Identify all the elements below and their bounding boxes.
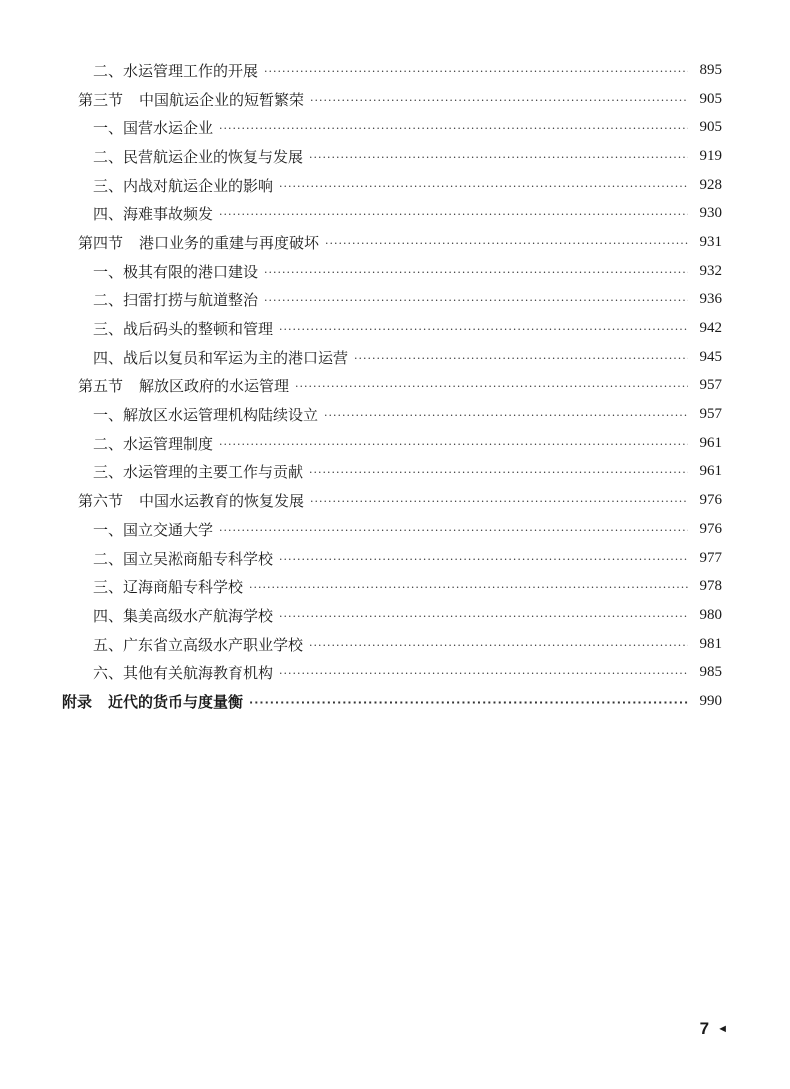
- toc-entry-subsection: [0, 630, 790, 659]
- toc-entry-title: [93, 203, 213, 224]
- toc-entry-page: 957: [699, 406, 722, 423]
- toc-entry-section: [0, 228, 790, 257]
- toc-entry-label: 三、辽海商船专科学校: [93, 578, 244, 597]
- dot-leader: [264, 66, 688, 77]
- toc-entry-title: [78, 490, 304, 511]
- toc-entry-page: 961: [699, 434, 722, 451]
- toc-entry-title: [93, 548, 273, 569]
- toc-entry-label: 二、水运管理制度: [93, 434, 214, 453]
- toc-entry-page: 936: [699, 291, 722, 308]
- toc-entry-label: 三、内战对航运企业的影响: [93, 176, 274, 195]
- toc-entry-page: 976: [699, 520, 722, 537]
- toc-entry-title: [93, 117, 213, 138]
- toc-entry-subsection: [0, 343, 790, 372]
- toc-entry-subsection: [0, 113, 790, 142]
- toc-entry-title: [93, 605, 273, 626]
- dot-leader: [354, 353, 688, 364]
- toc-entry-subsection: [0, 199, 790, 228]
- toc-entry-label: 四、战后以复员和军运为主的港口运营: [93, 348, 349, 367]
- toc-entry-page: 932: [699, 262, 722, 279]
- toc-entry-page: 990: [699, 692, 722, 709]
- toc-entry-label: 一、国营水运企业: [93, 119, 214, 138]
- toc-entry-page: 977: [699, 549, 722, 566]
- toc-entry-title: [93, 146, 303, 167]
- toc-entry-subsection: [0, 286, 790, 315]
- toc-entry-page: 976: [699, 492, 722, 509]
- toc-entry-label: 三、战后码头的整顿和管理: [93, 320, 274, 339]
- toc-entry-section: [0, 85, 790, 114]
- dot-leader: [310, 95, 688, 106]
- toc-entry-label: 一、极其有限的港口建设: [93, 262, 259, 281]
- page-marker-icon: ◄: [717, 1023, 728, 1035]
- toc-entry-subsection: [0, 572, 790, 601]
- toc-entry-subsection: [0, 56, 790, 85]
- toc-entry-page: 905: [699, 90, 722, 107]
- toc-entry-title: [93, 634, 303, 655]
- page-number: 7: [699, 1019, 710, 1038]
- toc-entry-label: 一、解放区水运管理机构陆续设立: [93, 406, 319, 425]
- dot-leader: [325, 238, 688, 249]
- toc-entry-label: 港口业务的重建与再度破坏: [139, 233, 320, 252]
- dot-leader: [279, 324, 688, 335]
- toc-entry-page: 978: [699, 578, 722, 595]
- toc-entry-number: 附录: [62, 692, 93, 711]
- toc-entry-title: [93, 433, 213, 454]
- toc-entry-label: 五、广东省立高级水产职业学校: [93, 635, 304, 654]
- toc-entry-label: 近代的货币与度量衡: [108, 692, 244, 711]
- toc-entry-title: [78, 375, 289, 396]
- toc-entry-label: 六、其他有关航海教育机构: [93, 664, 274, 683]
- toc-entry-label: 二、扫雷打捞与航道整治: [93, 291, 259, 310]
- dot-leader: [219, 209, 688, 220]
- toc-entry-title: [78, 232, 319, 253]
- page-folio: [700, 1019, 728, 1039]
- toc-entry-subsection: [0, 458, 790, 487]
- dot-leader: [279, 181, 688, 192]
- toc-entry-page: 980: [699, 606, 722, 623]
- dot-leader: [249, 697, 688, 708]
- toc-entry-subsection: [0, 658, 790, 687]
- toc-entry-subsection: [0, 314, 790, 343]
- toc-entry-subsection: [0, 400, 790, 429]
- toc-entry-subsection: [0, 171, 790, 200]
- toc-entry-subsection: [0, 601, 790, 630]
- toc-entry-subsection: [0, 142, 790, 171]
- toc-entry-title: [78, 89, 304, 110]
- toc-entry-title: [62, 691, 243, 712]
- toc-entry-title: [93, 175, 273, 196]
- toc-entry-title: [93, 461, 303, 482]
- dot-leader: [219, 123, 688, 134]
- toc-entry-label: 四、海难事故频发: [93, 205, 214, 224]
- toc-entry-title: [93, 289, 258, 310]
- toc-entry-label: 中国航运企业的短暂繁荣: [139, 90, 305, 109]
- toc-entry-page: 985: [699, 664, 722, 681]
- toc-entry-subsection: [0, 544, 790, 573]
- toc-entry-section: [0, 372, 790, 401]
- toc-entry-appendix: [0, 687, 790, 716]
- toc-entry-label: 中国水运教育的恢复发展: [139, 492, 305, 511]
- dot-leader: [219, 439, 688, 450]
- dot-leader: [310, 496, 688, 507]
- dot-leader: [264, 295, 688, 306]
- dot-leader: [279, 554, 688, 565]
- toc-entry-number: 第六节: [78, 492, 124, 511]
- toc-entry-title: [93, 60, 258, 81]
- toc-entry-page: 945: [699, 348, 722, 365]
- toc-entry-label: 二、水运管理工作的开展: [93, 61, 259, 80]
- toc-entry-label: 四、集美高级水产航海学校: [93, 606, 274, 625]
- dot-leader: [295, 381, 688, 392]
- table-of-contents: [0, 56, 790, 716]
- toc-entry-page: 905: [699, 119, 722, 136]
- toc-entry-title: [93, 318, 273, 339]
- toc-entry-subsection: [0, 515, 790, 544]
- toc-entry-label: 二、国立吴淞商船专科学校: [93, 549, 274, 568]
- toc-entry-page: 931: [699, 233, 722, 250]
- toc-entry-page: 957: [699, 377, 722, 394]
- toc-entry-page: 942: [699, 320, 722, 337]
- toc-entry-title: [93, 576, 243, 597]
- toc-entry-title: [93, 347, 348, 368]
- dot-leader: [324, 410, 688, 421]
- toc-entry-page: 981: [699, 635, 722, 652]
- toc-entry-title: [93, 662, 273, 683]
- dot-leader: [309, 152, 688, 163]
- toc-entry-page: 930: [699, 205, 722, 222]
- dot-leader: [279, 668, 688, 679]
- toc-entry-number: 第三节: [78, 90, 124, 109]
- dot-leader: [249, 582, 688, 593]
- toc-entry-page: 928: [699, 176, 722, 193]
- toc-entry-number: 第四节: [78, 233, 124, 252]
- dot-leader: [219, 525, 688, 536]
- toc-entry-title: [93, 261, 258, 282]
- toc-entry-page: 895: [699, 61, 722, 78]
- toc-entry-number: 第五节: [78, 377, 124, 396]
- toc-entry-page: 961: [699, 463, 722, 480]
- dot-leader: [279, 611, 688, 622]
- dot-leader: [264, 267, 688, 278]
- toc-entry-title: [93, 404, 318, 425]
- toc-entry-page: 919: [699, 147, 722, 164]
- toc-entry-section: [0, 486, 790, 515]
- toc-entry-subsection: [0, 429, 790, 458]
- toc-entry-label: 三、水运管理的主要工作与贡献: [93, 463, 304, 482]
- dot-leader: [309, 467, 688, 478]
- toc-entry-label: 二、民营航运企业的恢复与发展: [93, 147, 304, 166]
- toc-entry-subsection: [0, 257, 790, 286]
- dot-leader: [309, 640, 688, 651]
- toc-entry-label: 解放区政府的水运管理: [139, 377, 290, 396]
- toc-entry-label: 一、国立交通大学: [93, 520, 214, 539]
- toc-entry-title: [93, 519, 213, 540]
